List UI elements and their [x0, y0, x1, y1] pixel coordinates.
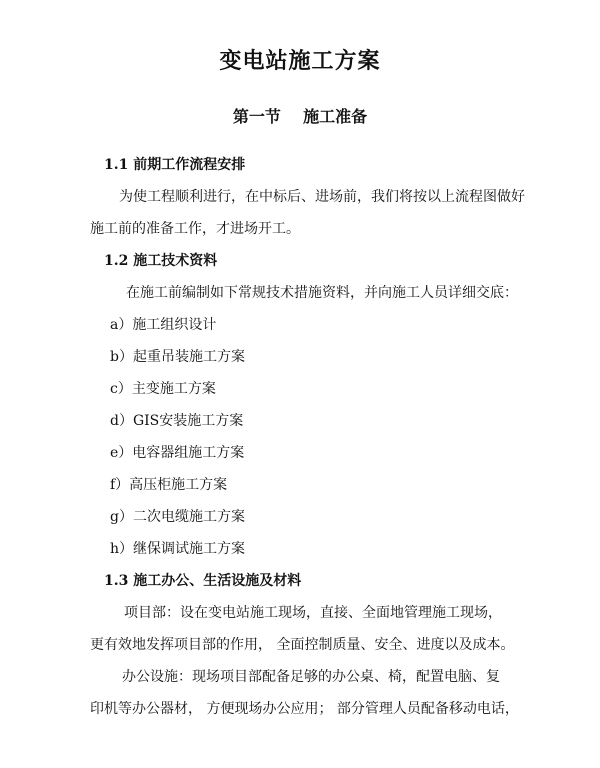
list-item: e）电容器组施工方案: [110, 445, 245, 461]
heading-1-2: 1.2 施工技术资料: [104, 253, 218, 269]
list-item: c）主变施工方案: [110, 381, 216, 397]
paragraph-line: 办公设施：现场项目部配备足够的办公桌、椅，配置电脑、复: [122, 669, 500, 685]
paragraph-line: 更有效地发挥项目部的作用， 全面控制质量、安全、进度以及成本。: [90, 637, 515, 653]
heading-1-1: 1.1 前期工作流程安排: [104, 157, 246, 173]
section-title: 第一节 施工准备: [232, 107, 368, 126]
heading-1-3: 1.3 施工办公、生活设施及材料: [104, 573, 302, 589]
list-item: f）高压柜施工方案: [110, 477, 228, 493]
paragraph-line: 施工前的准备工作，才进场开工。: [90, 221, 300, 237]
list-item: g）二次电缆施工方案: [110, 509, 245, 525]
paragraph-line: 项目部：设在变电站施工现场，直接、全面地管理施工现场，: [124, 605, 502, 621]
document-title: 变电站施工方案: [219, 48, 381, 74]
list-item: h）继保调试施工方案: [110, 541, 246, 557]
paragraph-line: 印机等办公器材， 方便现场办公应用； 部分管理人员配备移动电话，: [90, 701, 519, 717]
list-item: d）GIS安装施工方案: [110, 413, 244, 429]
list-item: b）起重吊装施工方案: [110, 349, 245, 365]
list-item: a）施工组织设计: [110, 317, 217, 333]
paragraph-line: 为使工程顺利进行，在中标后、进场前，我们将按以上流程图做好: [119, 189, 525, 205]
paragraph-line: 在施工前编制如下常规技术措施资料，并向施工人员详细交底：: [126, 285, 518, 301]
